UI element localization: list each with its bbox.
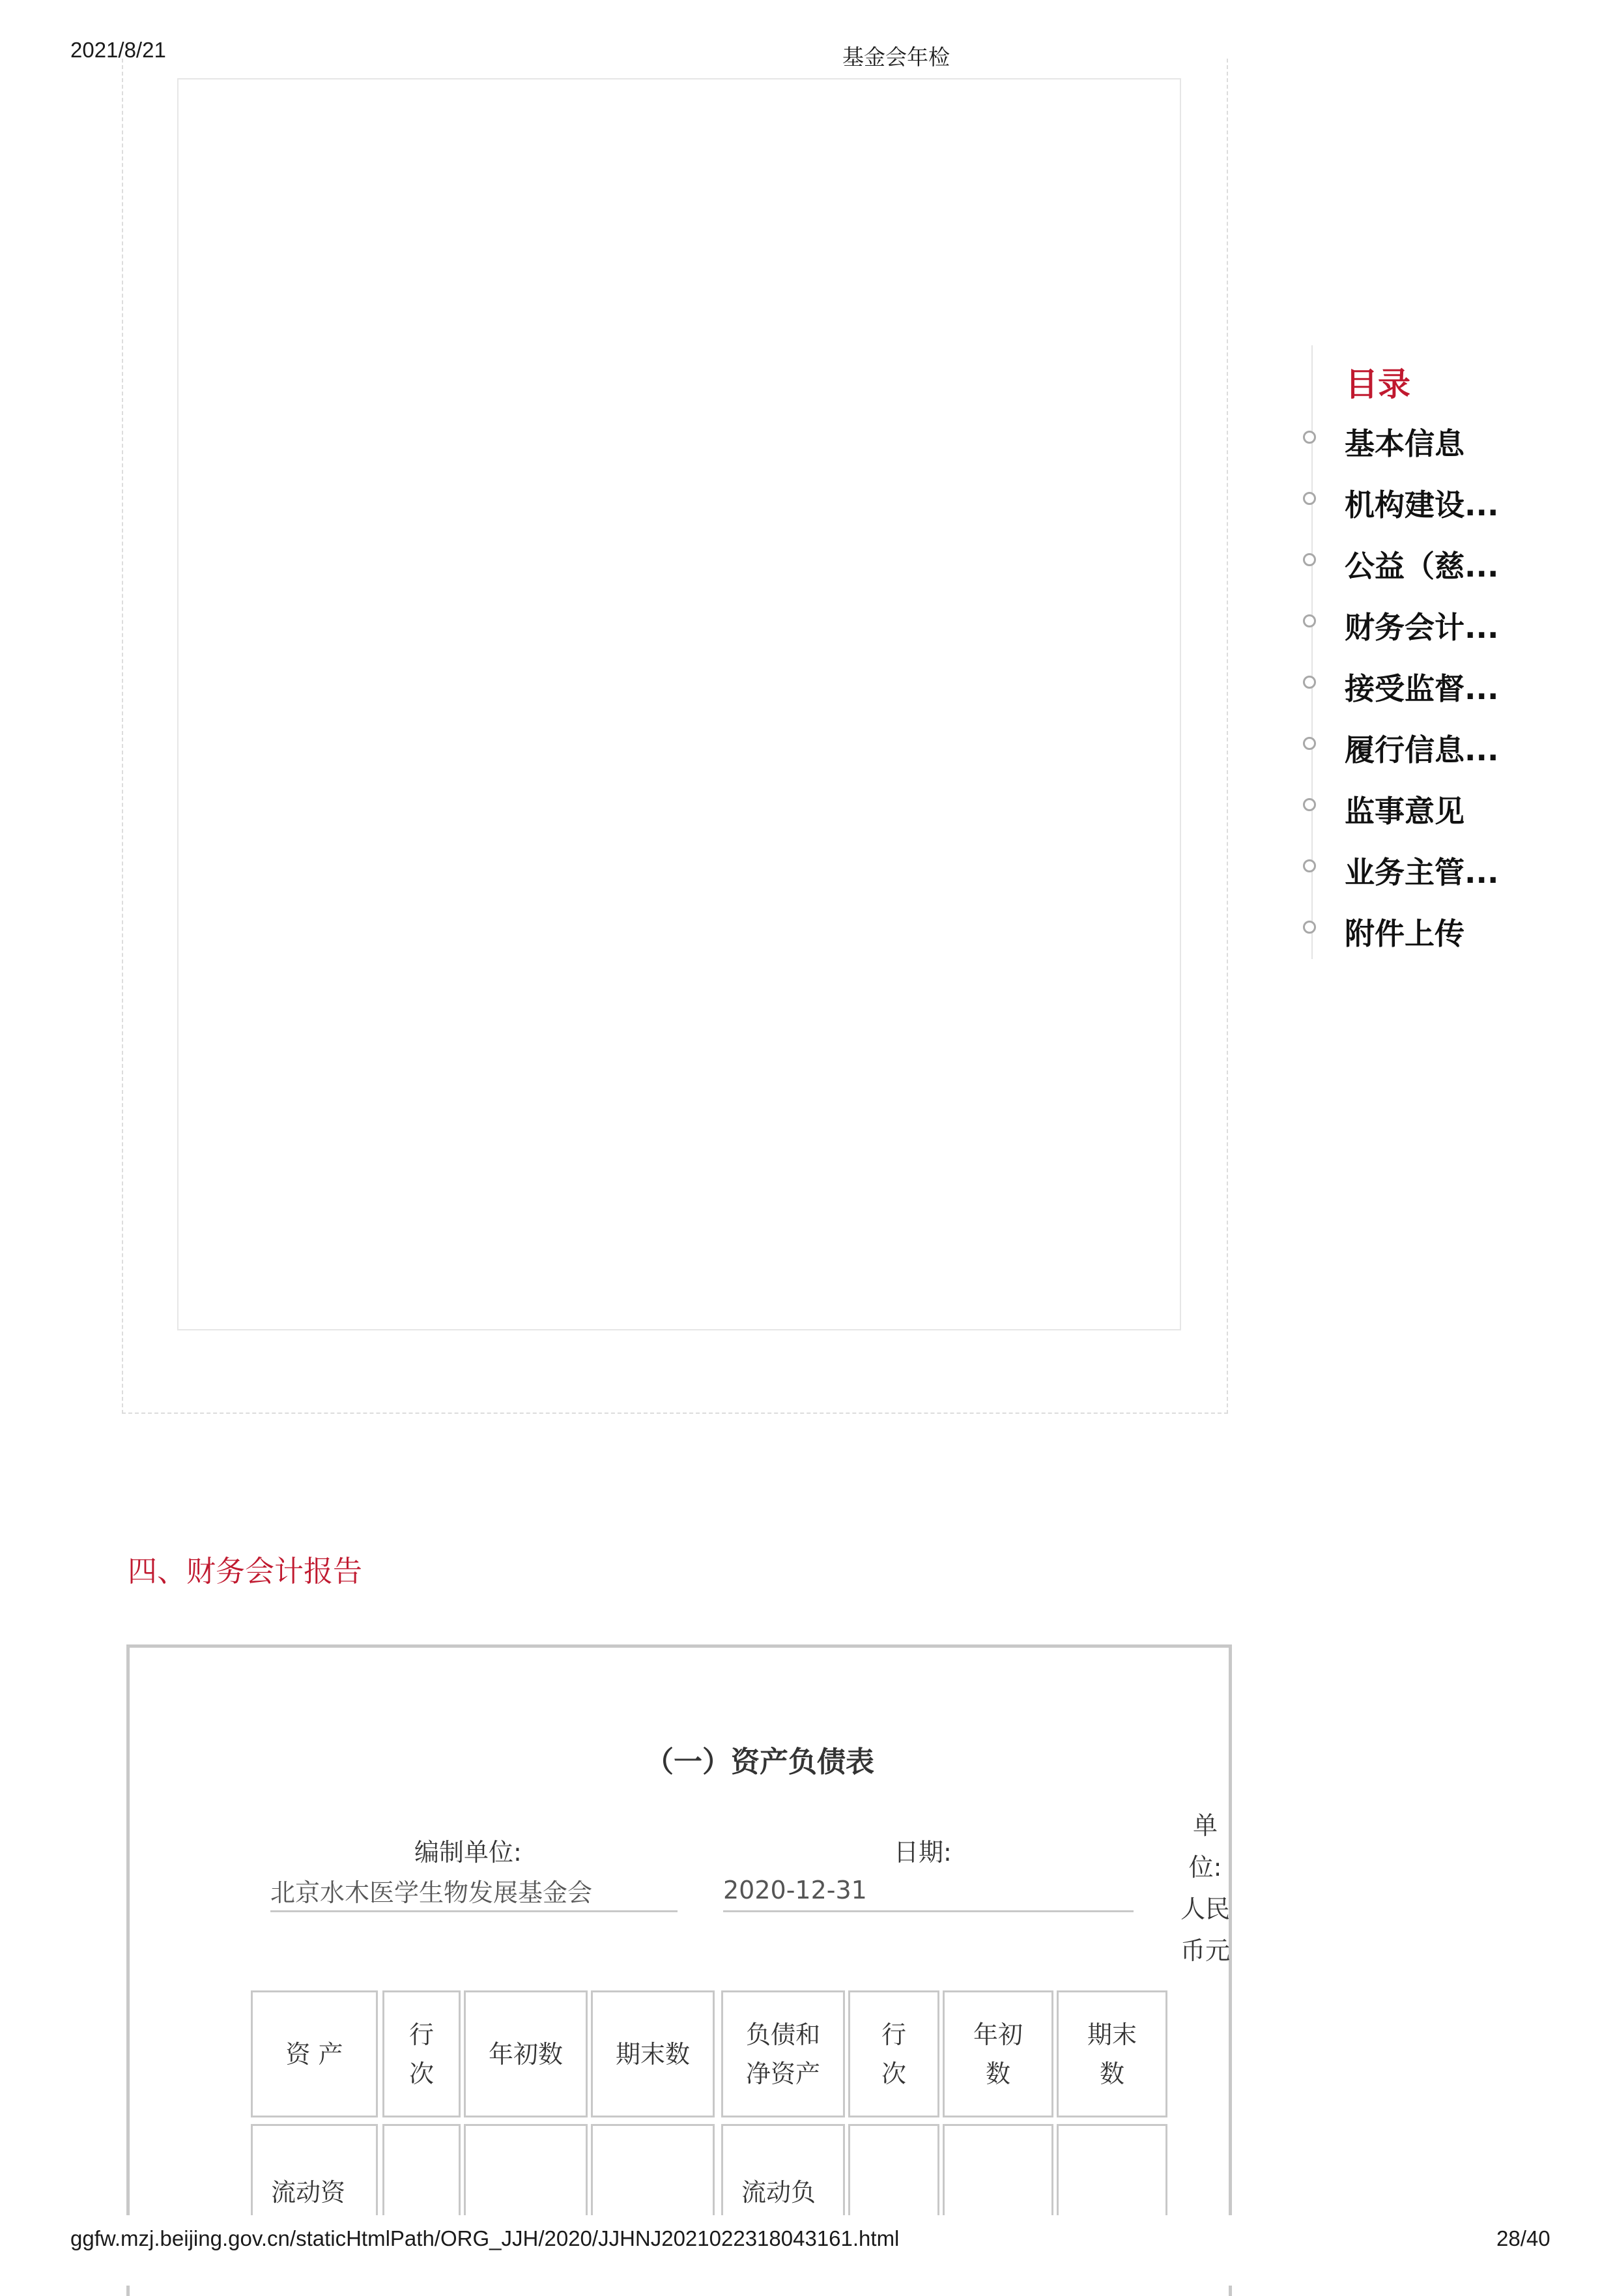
toc-bullet-icon <box>1303 492 1316 505</box>
unit-note-line: 单 <box>1192 1811 1218 1840</box>
print-date: 2021/8/21 <box>70 38 166 62</box>
table-header-line-no <box>382 1990 461 2117</box>
toc-item-charity[interactable] <box>1300 543 1515 582</box>
toc-bullet-icon <box>1303 614 1316 627</box>
toc-bullet-icon <box>1303 676 1316 689</box>
toc-bullet-icon <box>1303 431 1316 444</box>
header-text: 期末数 <box>615 2039 690 2069</box>
blank-content-panel <box>177 78 1181 1330</box>
header-text: 期末 <box>1087 2020 1137 2049</box>
toc-item-label: 财务会计... <box>1345 610 1499 645</box>
unit-note-line: 人民 <box>1180 1895 1230 1923</box>
print-page-number: 28/40 <box>1496 2226 1551 2250</box>
toc-item-label: 业务主管... <box>1345 855 1499 890</box>
unit-note <box>1176 1805 1235 1972</box>
table-header-assets <box>251 1990 378 2117</box>
toc-bullet-icon <box>1303 859 1316 872</box>
date-field[interactable] <box>723 1870 1134 1912</box>
toc-item-label: 接受监督... <box>1345 671 1499 706</box>
toc-bullet-icon <box>1303 921 1316 934</box>
header-text: 次 <box>881 2059 906 2088</box>
table-cell-asset-name: 流动资 <box>251 2124 378 2261</box>
print-url: ggfw.mzj.beijing.gov.cn/staticHtmlPath/ORG_JJH/2020/JJHNJ2021022318043161.html <box>70 2226 900 2250</box>
header-text: 年初数 <box>488 2039 563 2069</box>
header-text: 数 <box>985 2059 1010 2088</box>
toc-item-basic-info[interactable] <box>1300 420 1515 459</box>
toc-item-label: 公益（慈... <box>1345 549 1499 584</box>
toc-item-label: 履行信息... <box>1345 732 1499 768</box>
unit-note-line: 位: <box>1188 1853 1222 1882</box>
header-text: 数 <box>1099 2059 1124 2088</box>
toc-title: 目录 <box>1345 366 1410 403</box>
table-header-line-no-2 <box>848 1990 939 2117</box>
table-header-opening-2 <box>943 1990 1053 2117</box>
header-text: 资 产 <box>285 2039 343 2069</box>
table-header-closing-2 <box>1057 1990 1167 2117</box>
toc-item-attachments[interactable] <box>1300 910 1515 949</box>
toc-item-organization[interactable] <box>1300 481 1515 521</box>
toc-item-label: 监事意见 <box>1345 794 1465 829</box>
table-cell-liability-name: 流动负 <box>721 2124 845 2261</box>
unit-note-line: 币元 <box>1180 1936 1230 1965</box>
toc-bullet-icon <box>1303 737 1316 750</box>
table-header-opening <box>464 1990 588 2117</box>
toc-bullet-icon <box>1303 553 1316 566</box>
org-label: 编制单位: <box>414 1838 522 1867</box>
toc-item-label: 附件上传 <box>1345 916 1465 951</box>
date-label: 日期: <box>894 1838 952 1867</box>
header-text: 年初 <box>973 2020 1023 2049</box>
toc-bullet-icon <box>1303 798 1316 811</box>
header-text: 负债和 <box>745 2020 820 2049</box>
org-field[interactable] <box>270 1870 678 1912</box>
header-text: 净资产 <box>745 2059 820 2088</box>
header-text: 行 <box>408 2020 434 2049</box>
section-heading: 四、财务会计报告 <box>128 1554 363 1588</box>
table-header-liabilities <box>721 1990 845 2117</box>
header-text: 行 <box>881 2020 906 2049</box>
table-header-closing <box>591 1990 715 2117</box>
toc-item-label: 机构建设... <box>1345 487 1499 523</box>
header-text: 次 <box>408 2059 434 2088</box>
toc-item-supervisor-opinion[interactable] <box>1300 788 1515 827</box>
toc-item-label: 基本信息 <box>1345 426 1465 461</box>
toc-item-finance[interactable] <box>1300 604 1515 643</box>
toc-item-competent-authority[interactable] <box>1300 849 1515 888</box>
toc-item-disclosure[interactable] <box>1300 726 1515 766</box>
toc-item-supervision[interactable] <box>1300 665 1515 704</box>
print-title: 基金会年检 <box>842 45 950 69</box>
report-title: （一）资产负债表 <box>645 1745 874 1779</box>
